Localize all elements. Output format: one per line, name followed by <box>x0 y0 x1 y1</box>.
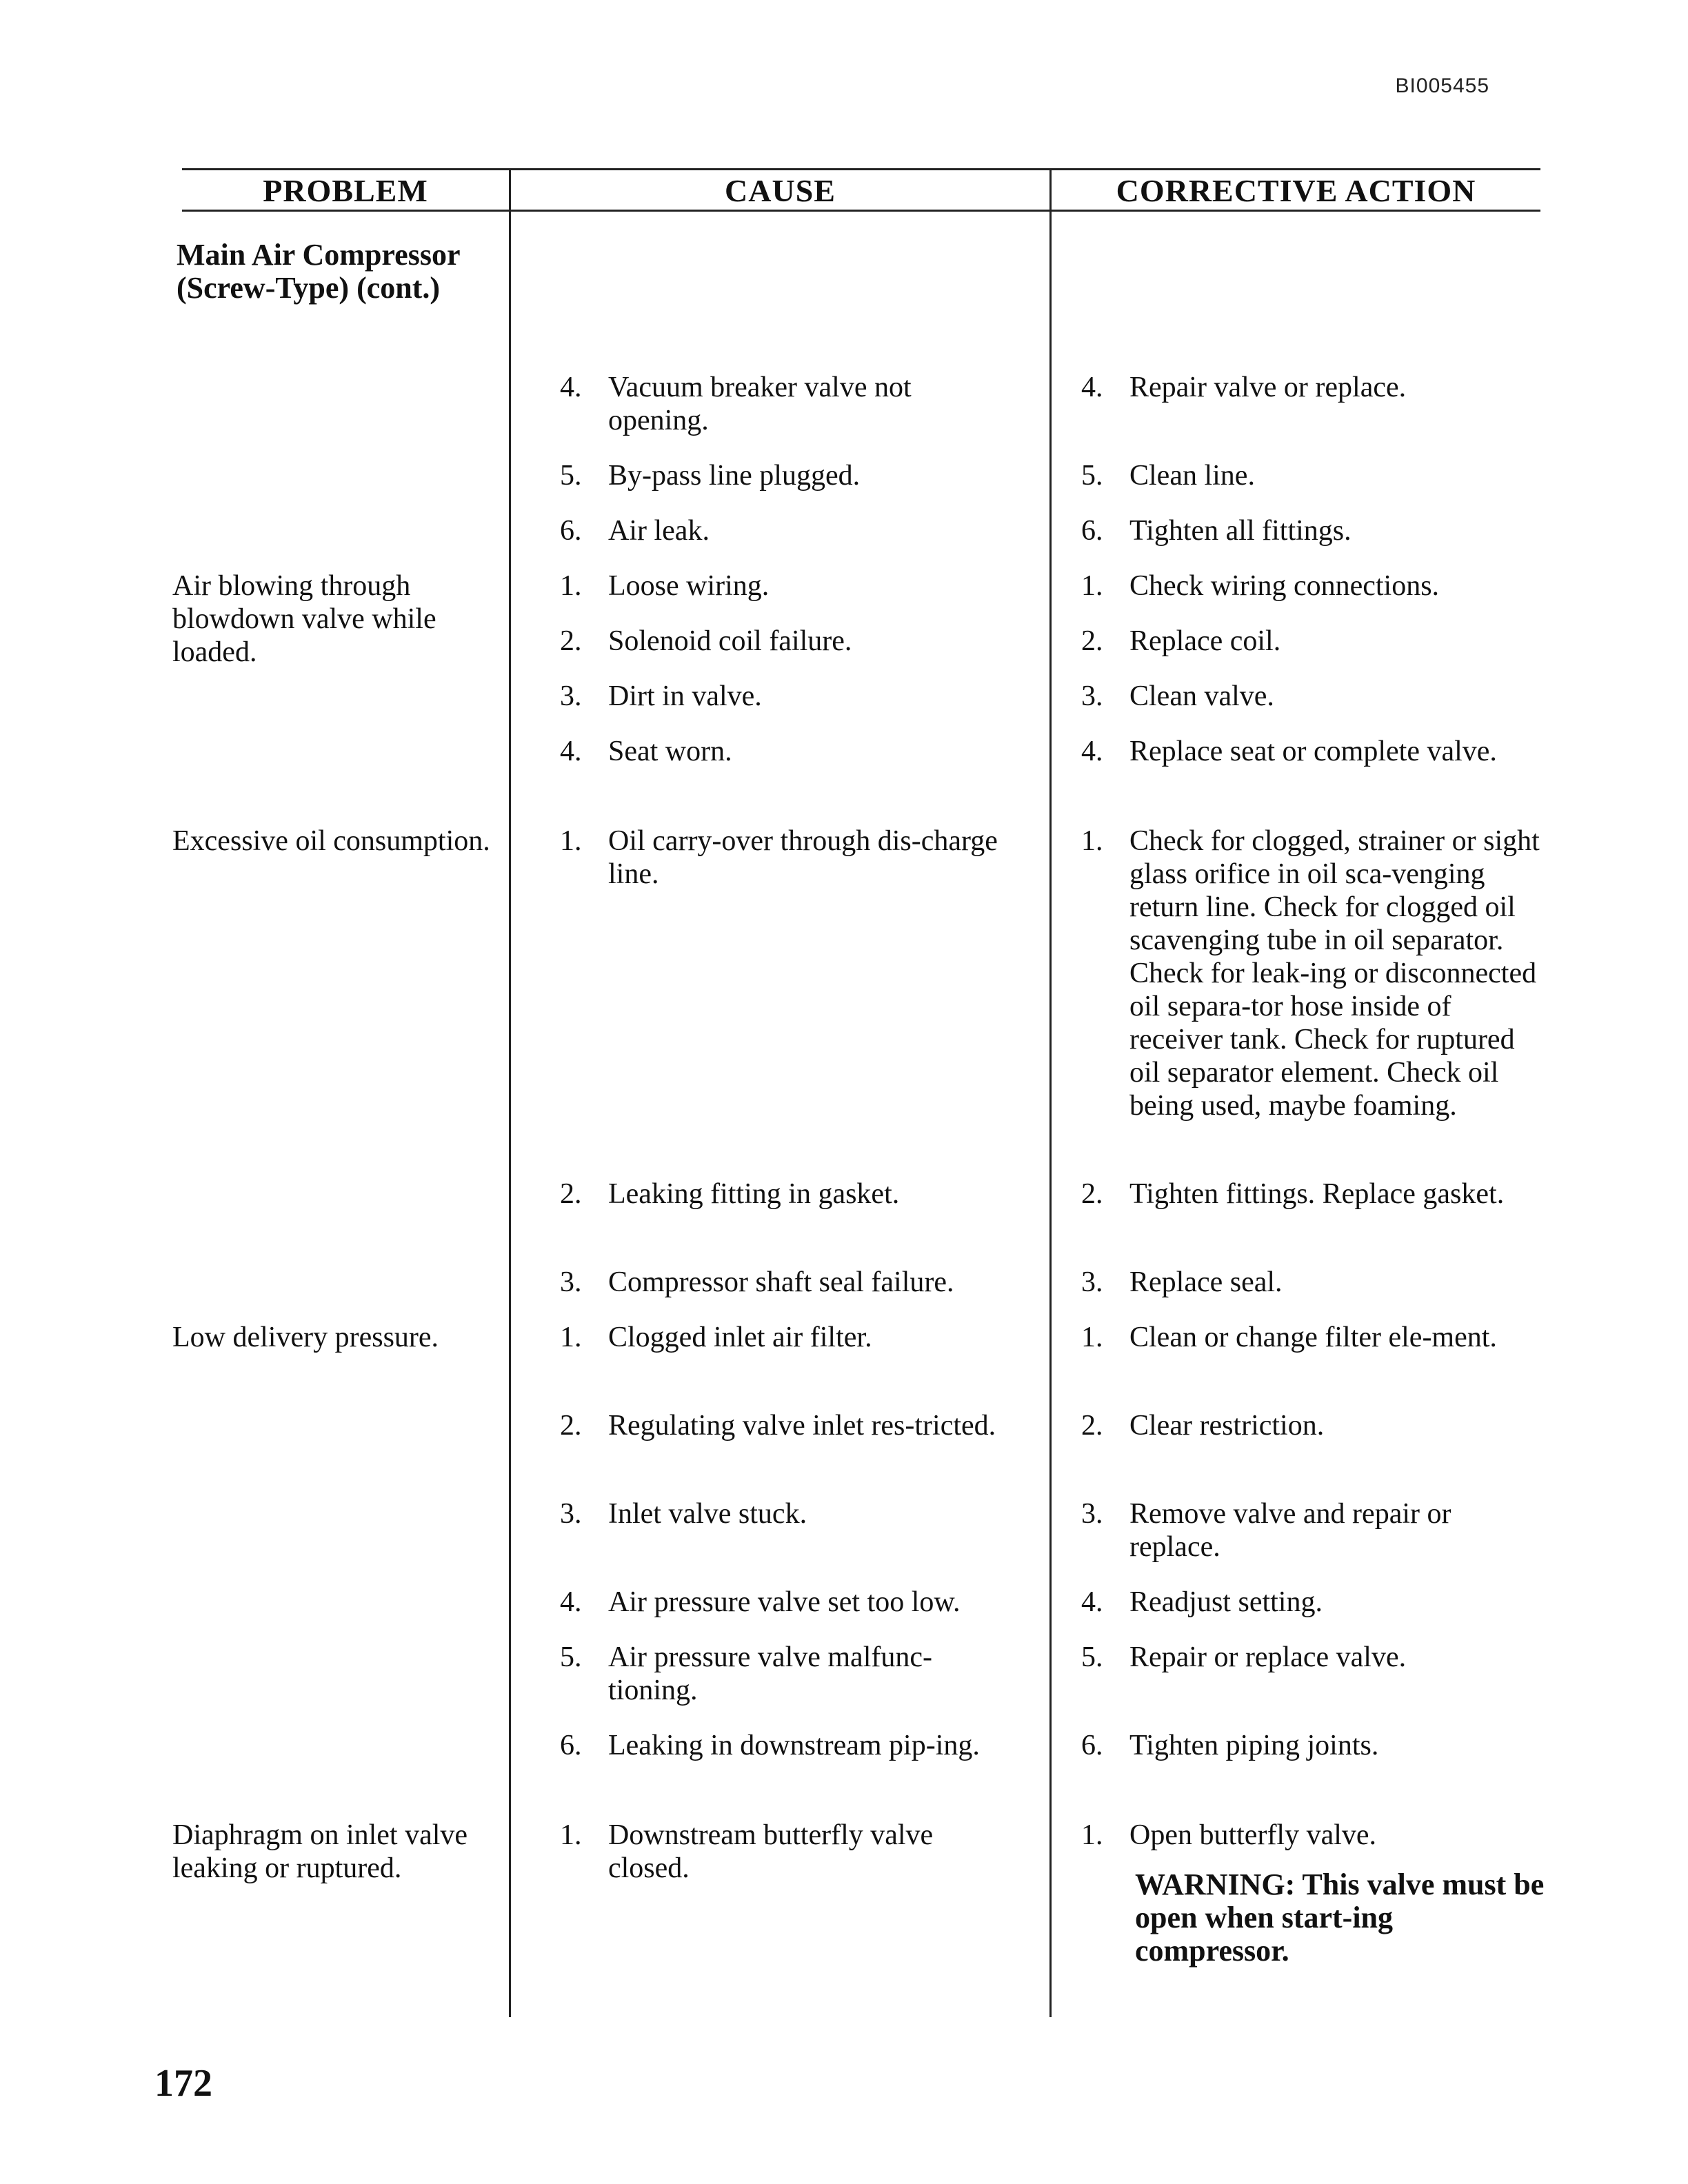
table-header-rule <box>182 210 1540 212</box>
header-problem: PROBLEM <box>263 173 428 208</box>
problem-blowdown-valve: Air blowing through blowdown valve while loaded. <box>172 570 436 668</box>
section-title: Main Air Compressor (Screw-Type) (cont.) <box>177 238 460 305</box>
document-id: BI005455 <box>1395 74 1489 97</box>
header-cause: CAUSE <box>725 173 836 208</box>
column-divider-1 <box>509 168 511 2017</box>
warning-note: WARNING: This valve must be open when start-ing compressor. <box>1135 1868 1545 1968</box>
problem-diaphragm: Diaphragm on inlet valve leaking or ruptured. <box>172 1819 468 1884</box>
problem-low-delivery-pressure: Low delivery pressure. <box>172 1322 439 1353</box>
column-divider-2 <box>1049 168 1052 2017</box>
table-top-rule <box>182 168 1540 170</box>
header-corrective-action: CORRECTIVE ACTION <box>1116 173 1476 208</box>
page-number: 172 <box>154 2062 212 2105</box>
problem-oil-consumption: Excessive oil consumption. <box>172 825 490 857</box>
manual-page: BI005455 PROBLEM CAUSE CORRECTIVE ACTION Main Air Compressor (Screw-Type) (cont.) Air blowing through blowdown valve while loaded. Excessive oil consumption. Low delivery pressure. Diaphragm on inlet valve leaking or ruptured. 4. Vacuum breaker valve not opening. 5. By-pass line plugged. 6. Air leak. 1. Loose wiring. 2. Solenoid coil failure. 3. Dirt in valve. 4. Seat worn. 1. Oil carry-over through dis-charge line. 2. Leaking fitting in gasket. 3. Compressor shaft seal failure. 1. Clogged inlet air filter. 2. Regulating valve inlet res-tricted. 3. Inlet valve stuck. 4. Air pressure valve set too low. 5. Air pressure valve malfunc-tioning. 6. Leaking in downstream pip-ing. 1. Downstream butterfly valve closed. 4. Repair valve or replace. 5. Clean line. 6. Tighten all fittings. 1. Check wiring connections. 2. Replace coil. 3. Clean valve. 4. Replace seat or complete valve. 1. Check for clogged, strainer or sight glass orifice in oil sca-venging return line. Check for clogged oil scavenging tube in oil separator. Check for leak-ing or disconnected oil separa-tor hose inside of receiver tank. Check for ruptured oil separator element. Check oil being used, maybe foaming. 2. Tighten fittings. Replace gasket. 3. Replace seal. 1. Clean or change filter ele-ment. 2. Clear restriction. 3. Remove valve and repair or replace. 4. Readjust setting. 5. Repair or replace valve. 6. Tighten piping joints. 1. Open butterfly valve. WARNING: This valve must be open when start-ing compressor. 172 <box>0 0 1688 2184</box>
